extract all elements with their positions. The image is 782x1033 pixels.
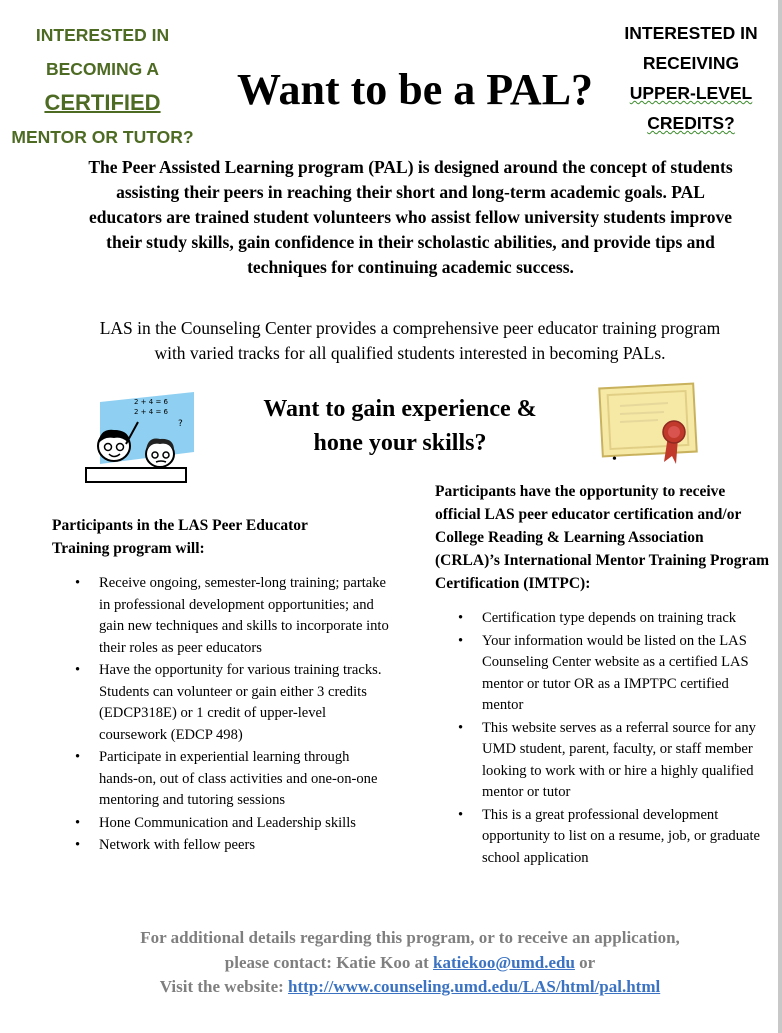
callout-line: UPPER-LEVEL: [629, 83, 753, 103]
callout-line: INTERESTED IN: [624, 23, 758, 43]
list-item: • Network with fellow peers: [75, 835, 390, 857]
callout-emphasis: CERTIFIED: [44, 90, 161, 115]
left-benefits-list: [75, 573, 390, 858]
list-item: • Hone Communication and Leadership skills: [75, 813, 390, 835]
section-subtitle: [225, 392, 575, 460]
footer-website-prefix: Visit the website:: [159, 977, 289, 996]
footer-contact-suffix: or: [574, 952, 596, 972]
student-right-figure: [146, 438, 174, 467]
contact-footer: [60, 926, 760, 1000]
callout-line: RECEIVING: [642, 53, 740, 73]
list-item: • Have the opportunity for various training tracks. Students can volunteer or gain either 3 credits (EDCP318E) or 1 credit of upper-level coursework (EDCP 498): [75, 660, 390, 746]
chalk-question-mark: ?: [178, 419, 183, 429]
certified-mentor-callout: [0, 18, 205, 154]
email-link[interactable]: katiekoo@umd.edu: [432, 952, 575, 972]
right-column-heading: Participants have the opportunity to receive official LAS peer educator certification and/or College Reading & Learning Association (CRLA)’s International Mentor Training Program Certification (IMTPC):: [435, 483, 770, 592]
callout-line: BECOMING A: [45, 59, 160, 79]
list-item: • This is a great professional development opportunity to list on a resume, job, or graduate school application: [458, 805, 768, 870]
callout-line: CREDITS?: [647, 113, 735, 133]
list-item: • Your information would be listed on the LAS Counseling Center website as a certified LAS mentor or tutor OR as a IMPTPC certified mentor: [458, 631, 768, 717]
footer-contact-prefix: please contact: Katie Koo at: [224, 952, 433, 972]
upper-level-credits-callout: [606, 18, 776, 138]
subtitle-line: Want to gain experience &: [263, 396, 537, 422]
callout-line: INTERESTED IN: [35, 25, 170, 45]
callout-line: MENTOR OR TUTOR?: [11, 127, 194, 147]
students-at-chalkboard-illustration: [82, 392, 194, 487]
page-edge: [778, 0, 782, 1033]
left-column-heading: Participants in the LAS Peer Educator Training program will:: [52, 517, 308, 557]
footer-line: For additional details regarding this program, or to receive an application,: [140, 928, 680, 947]
list-item: • Certification type depends on training track: [458, 608, 768, 630]
chalk-equation: 2 + 4 = 6: [134, 398, 168, 406]
list-item: • Participate in experiential learning through hands-on, out of class activities and one-on-one mentoring and tutoring sessions: [75, 747, 390, 812]
las-paragraph: LAS in the Counseling Center provides a comprehensive peer educator training program with varied tracks for all qualified students interested in becoming PALs.: [99, 318, 721, 363]
right-certification-list: [458, 608, 768, 870]
list-item: • This website serves as a referral source for any UMD student, parent, faculty, or staff member looking to work with or hire a highly qualified mentor or tutor: [458, 718, 768, 804]
desk: [86, 468, 186, 482]
intro-paragraph: The Peer Assisted Learning program (PAL) is designed around the concept of students assisting their peers in reaching their short and long-term academic goals. PAL educators are trained student volunteers who assist fellow university students improve their study skills, gain confidence in their scholastic abilities, and provide tips and techniques for continuing academic success.: [88, 157, 733, 277]
subtitle-line: hone your skills?: [313, 430, 487, 456]
list-item: • Receive ongoing, semester-long training; partake in professional development opportunities; and gain new techniques and skills to incorporate into their roles as peer educators: [75, 573, 390, 659]
website-link[interactable]: http://www.counseling.umd.edu/LAS/html/pal.html: [288, 977, 661, 996]
page-title: Want to be a PAL?: [236, 65, 594, 114]
bullet-dot: •: [612, 452, 617, 467]
chalk-equation: 2 + 4 = 6: [134, 408, 168, 416]
